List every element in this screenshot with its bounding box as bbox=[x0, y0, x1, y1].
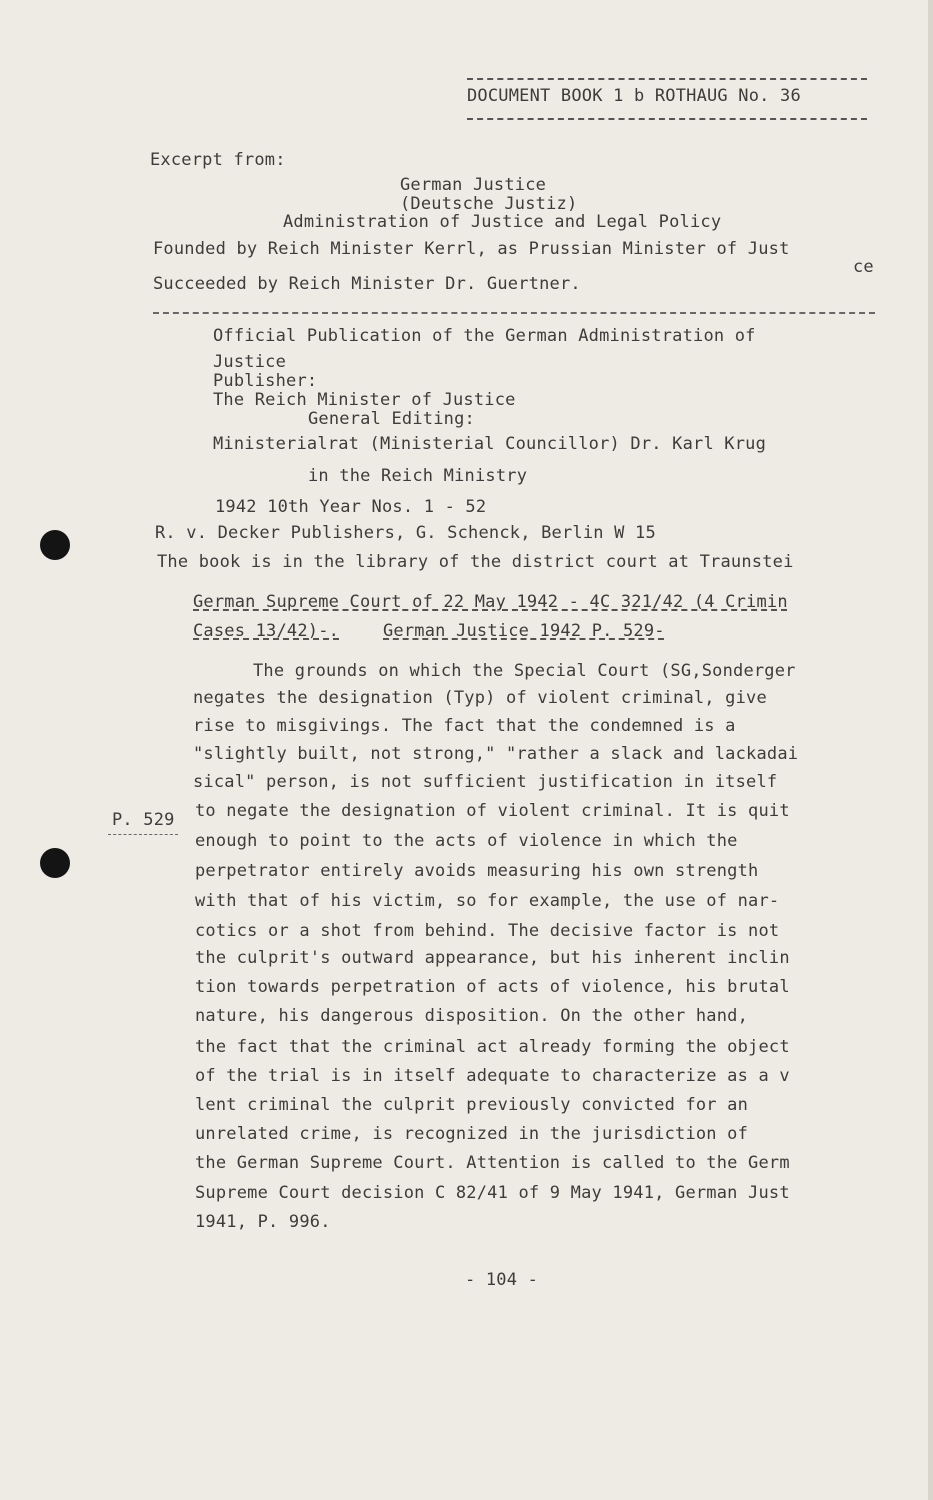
body-line: the German Supreme Court. Attention is called to the Germ bbox=[195, 1153, 790, 1173]
founded-line: Founded by Reich Minister Kerrl, as Prussian Minister of Just bbox=[153, 239, 790, 259]
body-line: sical" person, is not sufficient justification in itself bbox=[193, 772, 778, 792]
body-line: of the trial is in itself adequate to characterize as a v bbox=[195, 1066, 790, 1086]
page-number: - 104 - bbox=[465, 1270, 539, 1290]
body-line: rise to misgivings. The fact that the condemned is a bbox=[193, 716, 736, 736]
punch-hole bbox=[40, 848, 70, 878]
issue-line: 1942 10th Year Nos. 1 - 52 bbox=[215, 497, 487, 517]
body-line: enough to point to the acts of violence in which the bbox=[195, 831, 738, 851]
printer-line: R. v. Decker Publishers, G. Schenck, Berlin W 15 bbox=[155, 523, 656, 543]
document-reference: DOCUMENT BOOK 1 b ROTHAUG No. 36 bbox=[467, 86, 801, 106]
body-line: with that of his victim, so for example, the use of nar- bbox=[195, 891, 780, 911]
succeeded-line: Succeeded by Reich Minister Dr. Guertner. bbox=[153, 274, 581, 294]
margin-page-note: P. 529 bbox=[112, 810, 175, 830]
body-line: Supreme Court decision C 82/41 of 9 May 1941, German Just bbox=[195, 1183, 790, 1203]
citation-line: German Supreme Court of 22 May 1942 - 4C 321/42 (4 Crimin bbox=[193, 592, 788, 612]
source-title-german: (Deutsche Justiz) bbox=[400, 194, 578, 214]
editing-label: General Editing: bbox=[308, 409, 475, 429]
publisher: The Reich Minister of Justice bbox=[213, 390, 516, 410]
punch-hole bbox=[40, 530, 70, 560]
founded-wrap: ce bbox=[853, 257, 874, 277]
body-line: perpetrator entirely avoids measuring his own strength bbox=[195, 861, 759, 881]
editor-line: in the Reich Ministry bbox=[308, 466, 528, 486]
body-line: The grounds on which the Special Court (SG,Sonderger bbox=[253, 661, 796, 681]
body-line: nature, his dangerous disposition. On the other hand, bbox=[195, 1006, 749, 1026]
body-line: "slightly built, not strong," "rather a slack and lackadai bbox=[193, 744, 799, 764]
paper-edge bbox=[928, 0, 933, 1500]
body-line: cotics or a shot from behind. The decisive factor is not bbox=[195, 921, 780, 941]
body-line: the fact that the criminal act already forming the object bbox=[195, 1037, 790, 1057]
body-line: unrelated crime, is recognized in the jurisdiction of bbox=[195, 1124, 749, 1144]
publication-line: Justice bbox=[213, 352, 287, 372]
body-line: tion towards perpetration of acts of violence, his brutal bbox=[195, 977, 790, 997]
excerpt-label: Excerpt from: bbox=[150, 150, 286, 170]
editor-line: Ministerialrat (Ministerial Councillor) Dr. Karl Krug bbox=[213, 434, 767, 454]
library-note: The book is in the library of the district court at Traunstei bbox=[157, 552, 794, 572]
body-line: the culprit's outward appearance, but his inherent inclin bbox=[195, 948, 790, 968]
source-title: German Justice bbox=[400, 175, 547, 195]
body-line: lent criminal the culprit previously convicted for an bbox=[195, 1095, 749, 1115]
source-subtitle: Administration of Justice and Legal Policy bbox=[283, 212, 722, 232]
margin-rule bbox=[108, 834, 178, 835]
body-line: negates the designation (Typ) of violent criminal, give bbox=[193, 688, 767, 708]
publication-line: Official Publication of the German Administration of bbox=[213, 326, 756, 346]
citation-line: Cases 13/42)-. bbox=[193, 621, 340, 641]
publisher-label: Publisher: bbox=[213, 371, 318, 391]
citation-line: German Justice 1942 P. 529- bbox=[383, 621, 665, 641]
section-divider bbox=[153, 312, 875, 314]
body-line: 1941, P. 996. bbox=[195, 1212, 331, 1232]
body-line: to negate the designation of violent criminal. It is quit bbox=[195, 801, 790, 821]
